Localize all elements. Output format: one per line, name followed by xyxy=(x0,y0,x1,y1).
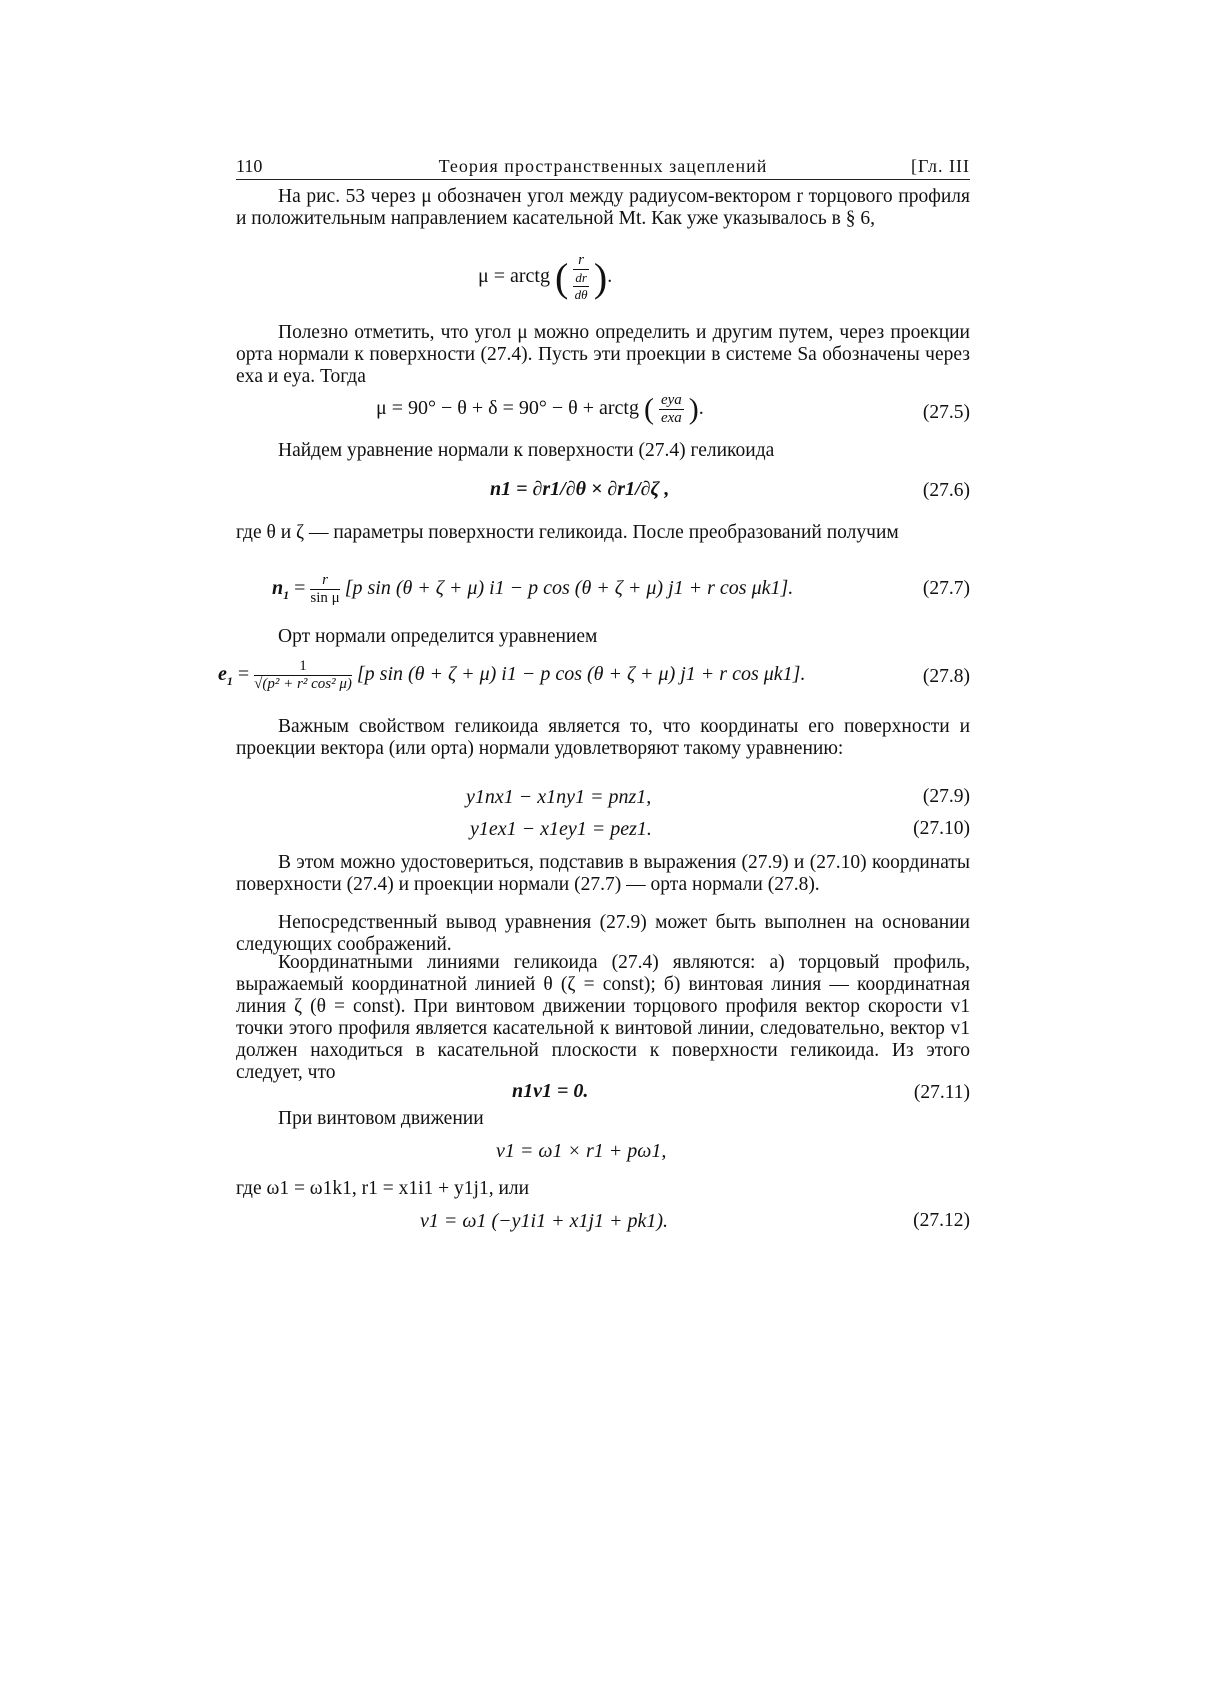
equation-number-27-10: (27.10) xyxy=(913,818,970,839)
equation-number-27-8: (27.8) xyxy=(922,666,970,687)
equation-27-8: $e_1$ = $\frac{1}{\text{√(p² + r² cos² μ)}}$ [p sin (θ + ζ + μ) i1 − p cos (θ + ζ + μ) j1 + r cos μk1]. xyxy=(218,658,806,692)
paragraph-10: При винтовом движении xyxy=(278,1108,484,1129)
running-title: Теория пространственных зацеплений xyxy=(438,156,768,176)
equation-27-12: v1 = ω1 (−y1i1 + x1j1 + pk1). xyxy=(420,1210,669,1232)
equation-number-27-12: (27.12) xyxy=(913,1210,970,1231)
equation-number-27-6: (27.6) xyxy=(922,480,970,501)
paragraph-1: На рис. 53 через μ обозначен угол между радиусом-вектором r торцового профиля и положительным направлением касательной Mt. Как уже указывалось в § 6, xyxy=(236,186,970,229)
equation-v1: v1 = ω1 × r1 + pω1, xyxy=(496,1140,667,1162)
page-number: 110 xyxy=(236,156,263,176)
paragraph-7: В этом можно удостовериться, подставив в выражения (27.9) и (27.10) координаты поверхности (27.4) и проекции нормали (27.7) — орта нормали (27.8). xyxy=(236,852,970,895)
equation-27-11: n1v1 = 0. xyxy=(512,1080,589,1102)
equation-mu-arctg: μ = arctg ( $\frac{r}{\frac{dr}{d\theta}}$ ). xyxy=(478,252,613,302)
equation-number-27-5: (27.5) xyxy=(922,402,970,423)
equation-number-27-11: (27.11) xyxy=(913,1082,970,1103)
equation-27-7: $n_1$ = $\frac{r}{\text{sin μ}}$ [p sin (θ + ζ + μ) i1 − p cos (θ + ζ + μ) j1 + r cos μk1]. xyxy=(272,572,794,606)
chapter-label: [Гл. III xyxy=(910,156,970,176)
equation-27-10: y1ex1 − x1ey1 = pez1. xyxy=(470,818,652,840)
paragraph-9: Координатными линиями геликоида (27.4) являются: а) торцовый профиль, выражаемый координатной линией θ (ζ = const); б) винтовая линия — координатная линия ζ (θ = const). При винтовом движении торцового профиля вектор скорости v1 точки этого профиля является касательной к винтовой линии, следовательно, вектор v1 должен находиться в касательной плоскости к поверхности геликоида. Из этого следует, что xyxy=(236,952,970,1083)
paragraph-11: где ω1 = ω1k1, r1 = x1i1 + y1j1, или xyxy=(236,1178,530,1199)
paragraph-8: Непосредственный вывод уравнения (27.9) может быть выполнен на основании следующих соображений. xyxy=(236,912,970,955)
paragraph-4: где θ и ζ — параметры поверхности геликоида. После преобразований получим xyxy=(236,522,899,543)
paragraph-6: Важным свойством геликоида является то, что координаты его поверхности и проекции вектора (или орта) нормали удовлетворяют такому уравнению: xyxy=(236,716,970,759)
running-header xyxy=(236,156,970,178)
paragraph-5: Орт нормали определится уравнением xyxy=(278,626,598,647)
header-rule xyxy=(236,179,970,180)
equation-27-6: n1 = ∂r1/∂θ × ∂r1/∂ζ , xyxy=(490,478,670,500)
equation-27-5: μ = 90° − θ + δ = 90° − θ + arctg ( $\frac{\text{eya}}{\text{exa}}$ ). xyxy=(376,392,704,426)
equation-number-27-7: (27.7) xyxy=(922,578,970,599)
equation-27-9: y1nx1 − x1ny1 = pnz1, xyxy=(466,786,652,808)
paragraph-3: Найдем уравнение нормали к поверхности (27.4) геликоида xyxy=(278,440,775,461)
paragraph-2: Полезно отметить, что угол μ можно определить и другим путем, через проекции орта нормали к поверхности (27.4). Пусть эти проекции в системе Sa обозначены через exa и eya. Тогда xyxy=(236,322,970,387)
equation-number-27-9: (27.9) xyxy=(922,786,970,807)
